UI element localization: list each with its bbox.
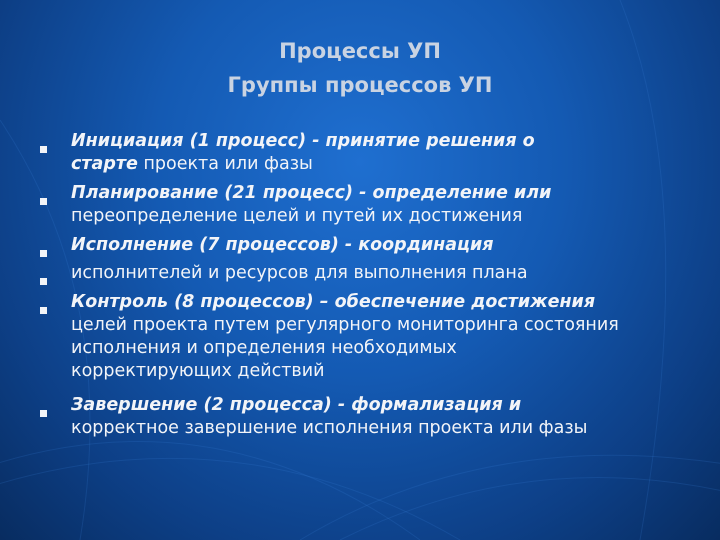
item-text: проекта или фазы [137,154,313,174]
bullet-square-icon [40,250,47,257]
bullet-square-icon [40,410,47,417]
item-heading: Контроль (8 процессов) – обеспечение достижения [71,292,596,312]
item-heading-cont: старте [71,154,138,174]
list-item [71,182,691,228]
item-heading: Планирование (21 процесс) - определение или [71,183,552,203]
item-text: целей проекта путем регулярного мониторинга состояния [71,315,619,335]
title-line-1: Процессы УП [279,39,441,63]
list-item [71,130,691,176]
bullet-square-icon [40,198,47,205]
item-heading: Исполнение (7 процессов) - координация [71,235,494,255]
slide-title [0,34,720,102]
item-text: корректное завершение исполнения проекта или фазы [71,418,588,438]
item-text: исполнения и определения необходимых [71,338,457,358]
bullet-square-icon [40,307,47,314]
item-heading: Инициация (1 процесс) - принятие решения о [71,131,535,151]
bullet-square-icon [40,146,47,153]
item-text: исполнителей и ресурсов для выполнения плана [71,263,528,283]
item-text: корректирующих действий [71,361,325,381]
list-item [71,394,691,440]
list-item [71,291,691,383]
bullet-square-icon [40,278,47,285]
item-text: переопределение целей и путей их достижения [71,206,523,226]
list-item [71,262,691,285]
list-item [71,234,691,257]
title-line-2: Группы процессов УП [227,73,493,97]
item-heading: Завершение (2 процесса) - формализация и [71,395,522,415]
